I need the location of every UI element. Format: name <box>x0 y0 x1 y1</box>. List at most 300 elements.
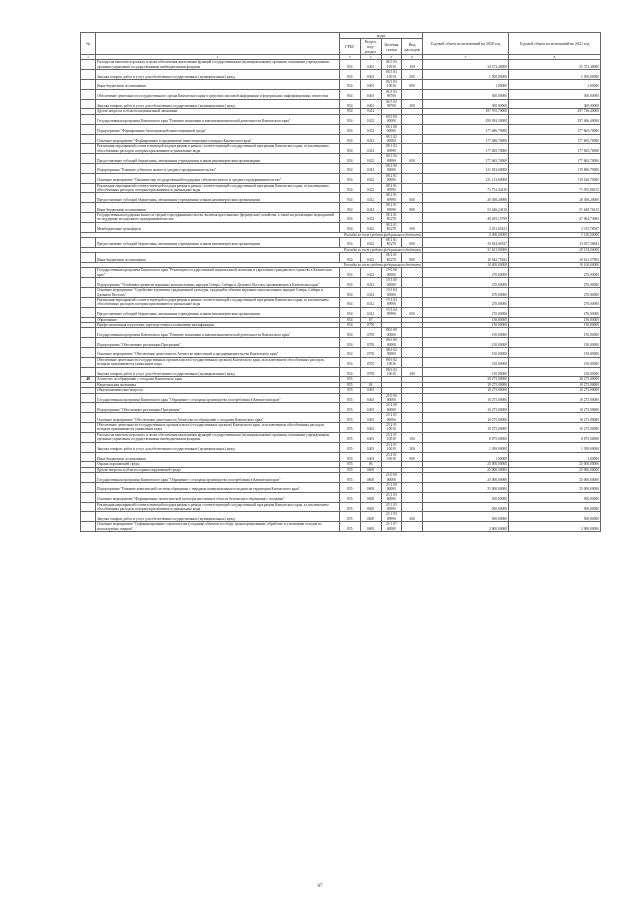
cell-rz: 0412 <box>360 173 381 183</box>
header-2020: Годовой объем ассигнований на 2020 год <box>423 33 509 55</box>
cell-y2: 20 306,20000 <box>509 193 601 203</box>
cell-vr: 800 <box>402 80 423 90</box>
cell-y1: 49 205,15790 <box>423 213 509 223</box>
cell-name: Подпрограмма "Обеспечение реализации Программы" <box>96 338 340 348</box>
table-row <box>81 80 601 90</box>
cell-name: Предоставление субсидий бюджетным, автономным учреждениям и иным некоммерческим организациям <box>96 193 340 203</box>
cell-rz: 0412 <box>360 268 381 278</box>
cell-y2: 270,00000 <box>509 297 601 307</box>
cell-y1: 150,00000 <box>423 322 509 327</box>
cell-y1: 25 000,00000 <box>423 467 509 472</box>
cell-grbs: 855 <box>340 388 361 393</box>
cell-name: Основное мероприятие "Формирование экологической культуры населения в области безопасного обращения с отходами" <box>96 492 340 502</box>
cell-name: Основное мероприятие "Обеспечение деятельности Агентства инвестиций и предпринимательства Камчатского края" <box>96 347 340 357</box>
subrow-label: Расходы за счет средств федерального бюджета <box>81 232 423 237</box>
cell-y2: 177 665,70000 <box>509 134 601 144</box>
cell-grbs: 855 <box>340 473 361 483</box>
cell-grbs: 854 <box>340 347 361 357</box>
cell-y2: 25 000,00000 <box>509 482 601 492</box>
cell-cs: 08 1 02 09990 <box>381 154 402 164</box>
table-row <box>81 492 601 502</box>
cell-grbs: 854 <box>340 114 361 124</box>
cell-grbs: 854 <box>340 154 361 164</box>
cell-name: Иные бюджетные ассигнования <box>96 253 340 263</box>
cell-vr <box>402 347 423 357</box>
cell-name: Государственная поддержка малого и среднего предпринимательства, включая крестьянские (фермерские) хозяйства, а также на реализацию мероприятий по поддержке молодежного предпринимательства <box>96 213 340 223</box>
cell-vr: 600 <box>402 154 423 164</box>
cell-cs: 08 2 01 R5270 <box>381 222 402 232</box>
cell-n <box>81 278 96 288</box>
table-row <box>81 268 601 278</box>
cell-name: Подпрограмма "Развитие субъектов малого и среднего предпринимательства" <box>96 163 340 173</box>
cell-y1: 10 275,00000 <box>423 413 509 423</box>
cell-cs: 06 5 03 10010 <box>381 70 402 80</box>
cell-vr: 200 <box>402 99 423 109</box>
table-row <box>81 60 601 70</box>
cell-name: Общеэкономические вопросы <box>96 388 340 393</box>
cell-y1: 10 942,75842 <box>423 253 509 263</box>
cell-vr <box>402 413 423 423</box>
cell-y2: 3 315,78947 <box>509 222 601 232</box>
cell-rz: 0412 <box>360 253 381 263</box>
cell-y1: 150,00000 <box>423 347 509 357</box>
cell-vr: 500 <box>402 222 423 232</box>
cell-name: Государственная программа Камчатского края "Обращение с отходами производства и потребления в Камчатском крае" <box>96 393 340 403</box>
cell-vr <box>402 144 423 154</box>
cell-rz: 0705 <box>360 367 381 377</box>
cell-rz: 0401 <box>360 60 381 70</box>
cell-grbs: 854 <box>340 134 361 144</box>
cell-name: Подпрограмма "Обеспечение реализации Программы" <box>96 403 340 413</box>
cell-grbs: 854 <box>340 80 361 90</box>
cell-rz: 0605 <box>360 473 381 483</box>
cell-cs: 23 1 03 09990 <box>381 502 402 512</box>
cell-y2: 150,00000 <box>509 322 601 327</box>
table-row <box>81 203 601 213</box>
header-num: № <box>81 33 96 55</box>
cell-y1: 300,00000 <box>423 89 509 99</box>
cell-rz: 0401 <box>360 70 381 80</box>
cell-cs: 23 2 01 10010 <box>381 452 402 462</box>
cell-grbs: 854 <box>340 278 361 288</box>
cell-n <box>81 413 96 423</box>
cell-y1: 10 275,00000 <box>423 393 509 403</box>
table-row <box>81 183 601 193</box>
table-row <box>81 482 601 492</box>
cell-n <box>81 338 96 348</box>
cell-y2: 1,00000 <box>509 452 601 462</box>
cell-vr <box>402 423 423 433</box>
cell-rz: 0605 <box>360 522 381 532</box>
cell-grbs: 855 <box>340 462 361 467</box>
cell-rz: 04 <box>360 382 381 387</box>
cell-n <box>81 89 96 99</box>
cell-vr: 200 <box>402 512 423 522</box>
cell-n <box>81 482 96 492</box>
cell-name: Закупка товаров, работ и услуг для обеспечения государственных (муниципальных) нужд <box>96 99 340 109</box>
cell-cs: 08 2 01 R5270 <box>381 238 402 248</box>
cell-cs: 08 2 01 09990 <box>381 183 402 193</box>
cell-n <box>81 99 96 109</box>
table-row <box>81 253 601 263</box>
cell-rz: 0401 <box>360 442 381 452</box>
column-index: 5 <box>381 55 402 60</box>
cell-rz: 0705 <box>360 347 381 357</box>
cell-cs: 23 1 00 00000 <box>381 482 402 492</box>
amount-cell: 31 621,90000 <box>423 247 509 252</box>
subrow-label: Расходы за счет средств федерального бюджета <box>81 263 423 268</box>
budget-table <box>80 32 601 532</box>
cell-cs: 19 3 04 09990 <box>381 297 402 307</box>
table-body <box>81 60 601 532</box>
cell-grbs: 855 <box>340 482 361 492</box>
cell-rz: 0401 <box>360 432 381 442</box>
column-index: 4 <box>360 55 381 60</box>
cell-y2: 1,00000 <box>509 80 601 90</box>
header-cs: Целевая статья <box>381 39 402 55</box>
header-vr: Вид расходов <box>402 39 423 55</box>
cell-y2: 10 275,00000 <box>509 388 601 393</box>
table-row <box>81 357 601 367</box>
cell-name: Охрана окружающей среды <box>96 462 340 467</box>
cell-cs: 06 5 03 10010 <box>381 60 402 70</box>
cell-name: Основное мероприятие "Обеспечение деятельности Агентства по обращению с отходами Камчатского края" <box>96 413 340 423</box>
cell-grbs: 854 <box>340 173 361 183</box>
cell-grbs: 854 <box>340 109 361 114</box>
cell-name: Иные бюджетные ассигнования <box>96 203 340 213</box>
cell-y1: 1 399,00000 <box>423 442 509 452</box>
cell-rz: 0412 <box>360 193 381 203</box>
cell-n <box>81 213 96 223</box>
cell-y2: 38 275,00000 <box>509 377 601 382</box>
table-row <box>81 423 601 433</box>
table-row <box>81 144 601 154</box>
cell-name: Профессиональная подготовка, переподготовка и повышение квалификации <box>96 322 340 327</box>
cell-name: Национальная экономика <box>96 382 340 387</box>
table-row <box>81 238 601 248</box>
cell-cs: 23 0 00 00000 <box>381 393 402 403</box>
cell-rz: 0705 <box>360 328 381 338</box>
cell-y2: 150,00000 <box>509 357 601 367</box>
cell-y2: 2 900,00000 <box>509 522 601 532</box>
table-row <box>81 70 601 80</box>
cell-grbs: 855 <box>340 413 361 423</box>
cell-name: Подпрограмма "Устойчивое развитие коренных малочисленных народов Севера, Сибири и Дальнего Востока, проживающих в Камчатском крае" <box>96 278 340 288</box>
cell-grbs: 855 <box>340 467 361 472</box>
cell-y2: 500,00000 <box>509 502 601 512</box>
cell-y1: 8 875,00000 <box>423 432 509 442</box>
cell-y2: 1 500,00000 <box>509 70 601 80</box>
cell-rz: 0705 <box>360 338 381 348</box>
cell-rz: 0412 <box>360 238 381 248</box>
cell-y1: 177 486,70000 <box>423 124 509 134</box>
table-row <box>81 193 601 203</box>
cell-cs: 23 0 00 00000 <box>381 473 402 483</box>
cell-rz: 0412 <box>360 297 381 307</box>
column-index: 6 <box>402 55 423 60</box>
cell-name: Реализация мероприятий соответствующей подпрограммы в рамках соответствующей государственной программы Камчатского края, за исключением обособленных расходов, которым присваиваются уникальные коды <box>96 144 340 154</box>
cell-rz: 0412 <box>360 307 381 317</box>
cell-vr <box>402 297 423 307</box>
cell-y2: 177 665,70000 <box>509 124 601 134</box>
table-row <box>81 502 601 512</box>
cell-y1: 1 500,00000 <box>423 70 509 80</box>
cell-y1: 121 123,60000 <box>423 173 509 183</box>
cell-cs: 08 6 02 10010 <box>381 367 402 377</box>
cell-grbs: 854 <box>340 163 361 173</box>
cell-grbs: 854 <box>340 297 361 307</box>
cell-n <box>81 154 96 164</box>
cell-cs: 08 6 02 00000 <box>381 347 402 357</box>
cell-name: Государственная программа Камчатского края "Реализация государственной национальной политики и укрепление гражданского единства в Камчатском крае" <box>96 268 340 278</box>
cell-name: Обеспечение деятельности государственных органов власти (государственных органов) Камчатского края, за исключением обособленных расходов, которым присваиваются уникальные коды <box>96 423 340 433</box>
cell-vr <box>402 393 423 403</box>
cell-cs: 08 2 01 00000 <box>381 173 402 183</box>
cell-name: Расходы на выплаты персоналу в целях обеспечения выполнения функций государственными (муниципальными) органами, казенными учреждениями, органами управления государственными внебюджетными фондами <box>96 60 340 70</box>
cell-y2: 10 631,57895 <box>509 253 601 263</box>
cell-y1: 121 823,60000 <box>423 163 509 173</box>
cell-cs: 08 2 01 09990 <box>381 193 402 203</box>
cell-y1: 297 765,70000 <box>423 109 509 114</box>
cell-vr: 600 <box>402 238 423 248</box>
cell-grbs: 855 <box>340 393 361 403</box>
cell-y1: 150,00000 <box>423 367 509 377</box>
cell-y2: 119 160,70000 <box>509 173 601 183</box>
cell-grbs: 854 <box>340 144 361 154</box>
cell-y1: 299 492,30000 <box>423 114 509 124</box>
cell-grbs: 854 <box>340 99 361 109</box>
cell-rz: 06 <box>360 462 381 467</box>
cell-name: Другие вопросы в области национальной экономики <box>96 109 340 114</box>
cell-n <box>81 134 96 144</box>
cell-y2: 150,00000 <box>509 317 601 322</box>
cell-rz: 0412 <box>360 144 381 154</box>
cell-n <box>81 144 96 154</box>
cell-grbs: 855 <box>340 452 361 462</box>
column-index: 1 <box>81 55 96 60</box>
cell-y1: 150,00000 <box>423 328 509 338</box>
cell-name: Государственная программа Камчатского края "Развитие экономики и внешнеэкономической деятельности Камчатского края" <box>96 114 340 124</box>
cell-n <box>81 502 96 512</box>
amount-cell: 10 100,00000 <box>509 263 601 268</box>
cell-rz: 0705 <box>360 322 381 327</box>
header-codes: коды <box>340 33 423 39</box>
cell-n <box>81 253 96 263</box>
cell-n <box>81 173 96 183</box>
cell-n <box>81 452 96 462</box>
table-row <box>81 328 601 338</box>
cell-y1: 1,00000 <box>423 452 509 462</box>
table-row <box>81 163 601 173</box>
cell-vr <box>402 134 423 144</box>
cell-name: Образование <box>96 317 340 322</box>
table-row <box>81 124 601 134</box>
table-row <box>81 99 601 109</box>
cell-rz: 0412 <box>360 222 381 232</box>
cell-vr <box>402 288 423 298</box>
cell-rz: 0401 <box>360 413 381 423</box>
cell-grbs: 855 <box>340 377 361 382</box>
cell-vr <box>402 278 423 288</box>
cell-grbs: 855 <box>340 512 361 522</box>
cell-rz: 0412 <box>360 134 381 144</box>
cell-y2: 300,00000 <box>509 89 601 99</box>
cell-name: Обеспечение деятельности государственных органов власти (государственных органов) Камчатского края, за исключением обособленных расходов, которым присваиваются уникальные коды <box>96 357 340 367</box>
cell-rz: 0705 <box>360 357 381 367</box>
cell-y2: 177 665,70000 <box>509 154 601 164</box>
cell-grbs: 855 <box>340 522 361 532</box>
cell-n <box>81 193 96 203</box>
table-row <box>81 442 601 452</box>
cell-rz: 0412 <box>360 278 381 288</box>
cell-name: Иные бюджетные ассигнования <box>96 80 340 90</box>
cell-n <box>81 522 96 532</box>
cell-n <box>81 367 96 377</box>
cell-rz: 0401 <box>360 80 381 90</box>
cell-n <box>81 80 96 90</box>
cell-name: Подпрограмма "Развитие комплексной системы обращения с твердыми коммунальными отходами на территории Камчатского края" <box>96 482 340 492</box>
column-index: 3 <box>340 55 361 60</box>
cell-rz: 0412 <box>360 213 381 223</box>
cell-vr <box>402 357 423 367</box>
cell-y2: 47 004,73685 <box>509 213 601 223</box>
table-row <box>81 297 601 307</box>
amount-cell: 3 090,00000 <box>423 232 509 237</box>
table-row <box>81 413 601 423</box>
cell-vr: 200 <box>402 367 423 377</box>
table-row <box>81 473 601 483</box>
cell-name: Иные бюджетные ассигнования <box>96 452 340 462</box>
table-row <box>81 347 601 357</box>
table-row <box>81 154 601 164</box>
cell-rz: 0412 <box>360 154 381 164</box>
header-rz: Раздел, под-раздел <box>360 39 381 55</box>
cell-rz: 0401 <box>360 99 381 109</box>
cell-rz: 0412 <box>360 114 381 124</box>
cell-rz: 0605 <box>360 512 381 522</box>
cell-cs: 23 2 00 00000 <box>381 403 402 413</box>
table-row <box>81 278 601 288</box>
table-row <box>81 338 601 348</box>
cell-name: Реализация мероприятий соответствующей подпрограммы в рамках соответствующей государственной программы Камчатского края, за исключением обособленных расходов, которым присваиваются уникальные коды <box>96 183 340 193</box>
cell-cs: 08 2 01 R5270 <box>381 253 402 263</box>
cell-cs: 23 2 01 10010 <box>381 423 402 433</box>
cell-y2: 150,00000 <box>509 367 601 377</box>
table-row <box>81 288 601 298</box>
cell-y2: 51 649,76315 <box>509 203 601 213</box>
cell-grbs: 854 <box>340 338 361 348</box>
cell-y1: 177 465,70000 <box>423 154 509 164</box>
table-row <box>81 403 601 413</box>
cell-grbs: 854 <box>340 203 361 213</box>
cell-rz: 0401 <box>360 423 381 433</box>
cell-name: Предоставление субсидий бюджетным, автономным учреждениям и иным некоммерческим организациям <box>96 307 340 317</box>
cell-n <box>81 222 96 232</box>
cell-y1: 20 306,20000 <box>423 193 509 203</box>
cell-grbs: 854 <box>340 307 361 317</box>
cell-rz: 0605 <box>360 482 381 492</box>
amount-cell: 10 400,00000 <box>423 263 509 268</box>
cell-y2: 1 399,00000 <box>509 442 601 452</box>
cell-grbs: 854 <box>340 222 361 232</box>
cell-n <box>81 288 96 298</box>
cell-cs: 08 1 00 00000 <box>381 124 402 134</box>
cell-grbs: 855 <box>340 492 361 502</box>
table-row <box>81 213 601 223</box>
cell-cs: 23 2 01 10010 <box>381 442 402 452</box>
page-number: 67 <box>317 884 323 889</box>
column-index: 8 <box>509 55 601 60</box>
cell-n <box>81 357 96 367</box>
cell-y2: 270,00000 <box>509 268 601 278</box>
cell-vr: 200 <box>402 442 423 452</box>
cell-grbs: 854 <box>340 183 361 193</box>
cell-name: Основное мероприятие "Оказание мер государственной поддержки субъектам малого и среднего предпринимательства" <box>96 173 340 183</box>
cell-rz: 0412 <box>360 203 381 213</box>
cell-name: Предоставление субсидий бюджетным, автономным учреждениям и иным некоммерческим организациям <box>96 238 340 248</box>
cell-y2: 25 000,00000 <box>509 462 601 467</box>
cell-cs: 06 5 03 98700 <box>381 89 402 99</box>
cell-y2: 270,00000 <box>509 288 601 298</box>
cell-n <box>81 183 96 193</box>
cell-grbs: 854 <box>340 357 361 367</box>
cell-name: Закупка товаров, работ и услуг для обеспечения государственных (муниципальных) нужд <box>96 512 340 522</box>
cell-vr <box>402 473 423 483</box>
cell-vr <box>402 124 423 134</box>
cell-grbs: 854 <box>340 89 361 99</box>
amount-cell: 3 150,00000 <box>509 232 601 237</box>
cell-grbs: 855 <box>340 403 361 413</box>
cell-grbs: 854 <box>340 124 361 134</box>
cell-name: Реализация мероприятий соответствующей подпрограммы в рамках соответствующей государственной программы Камчатского края, за исключением обособленных расходов, которым присваиваются уникальные коды <box>96 502 340 512</box>
table-row <box>81 307 601 317</box>
cell-y2: 71 955,86315 <box>509 183 601 193</box>
table-row <box>81 522 601 532</box>
cell-name: Расходы на выплаты персоналу в целях обеспечения выполнения функций государственными (муниципальными) органами, казенными учреждениями, органами управления государственными внебюджетными фондами <box>96 432 340 442</box>
cell-y1: 10 275,00000 <box>423 403 509 413</box>
column-index: 7 <box>423 55 509 60</box>
cell-cs: 08 1 02 00000 <box>381 134 402 144</box>
cell-n <box>81 432 96 442</box>
cell-rz: 0401 <box>360 393 381 403</box>
cell-vr <box>402 328 423 338</box>
cell-cs: 08 6 02 10010 <box>381 357 402 367</box>
cell-grbs: 855 <box>340 423 361 433</box>
cell-n <box>81 297 96 307</box>
cell-y1: 10 275,00000 <box>423 388 509 393</box>
cell-name: Реализация мероприятий соответствующей подпрограммы в рамках соответствующей государственной программы Камчатского края, за исключением обособленных расходов, которым присваиваются уникальные коды <box>96 297 340 307</box>
cell-y1: 1,00000 <box>423 80 509 90</box>
cell-vr <box>402 89 423 99</box>
cell-y2: 10 275,00000 <box>509 393 601 403</box>
cell-grbs: 854 <box>340 253 361 263</box>
cell-y2: 270,00000 <box>509 307 601 317</box>
cell-grbs: 854 <box>340 367 361 377</box>
cell-y2: 25 000,00000 <box>509 473 601 483</box>
cell-y2: 150,00000 <box>509 338 601 348</box>
cell-n <box>81 268 96 278</box>
cell-cs: 23 1 03 09990 <box>381 512 402 522</box>
cell-grbs: 854 <box>340 193 361 203</box>
cell-y2: 8 875,00000 <box>509 432 601 442</box>
cell-y2: 500,00000 <box>509 512 601 522</box>
cell-n <box>81 393 96 403</box>
cell-grbs: 855 <box>340 432 361 442</box>
cell-name: Предоставление субсидий бюджетным, автономным учреждениям и иным некоммерческим организациям <box>96 154 340 164</box>
cell-n <box>81 307 96 317</box>
cell-grbs: 854 <box>340 213 361 223</box>
table-row <box>81 134 601 144</box>
